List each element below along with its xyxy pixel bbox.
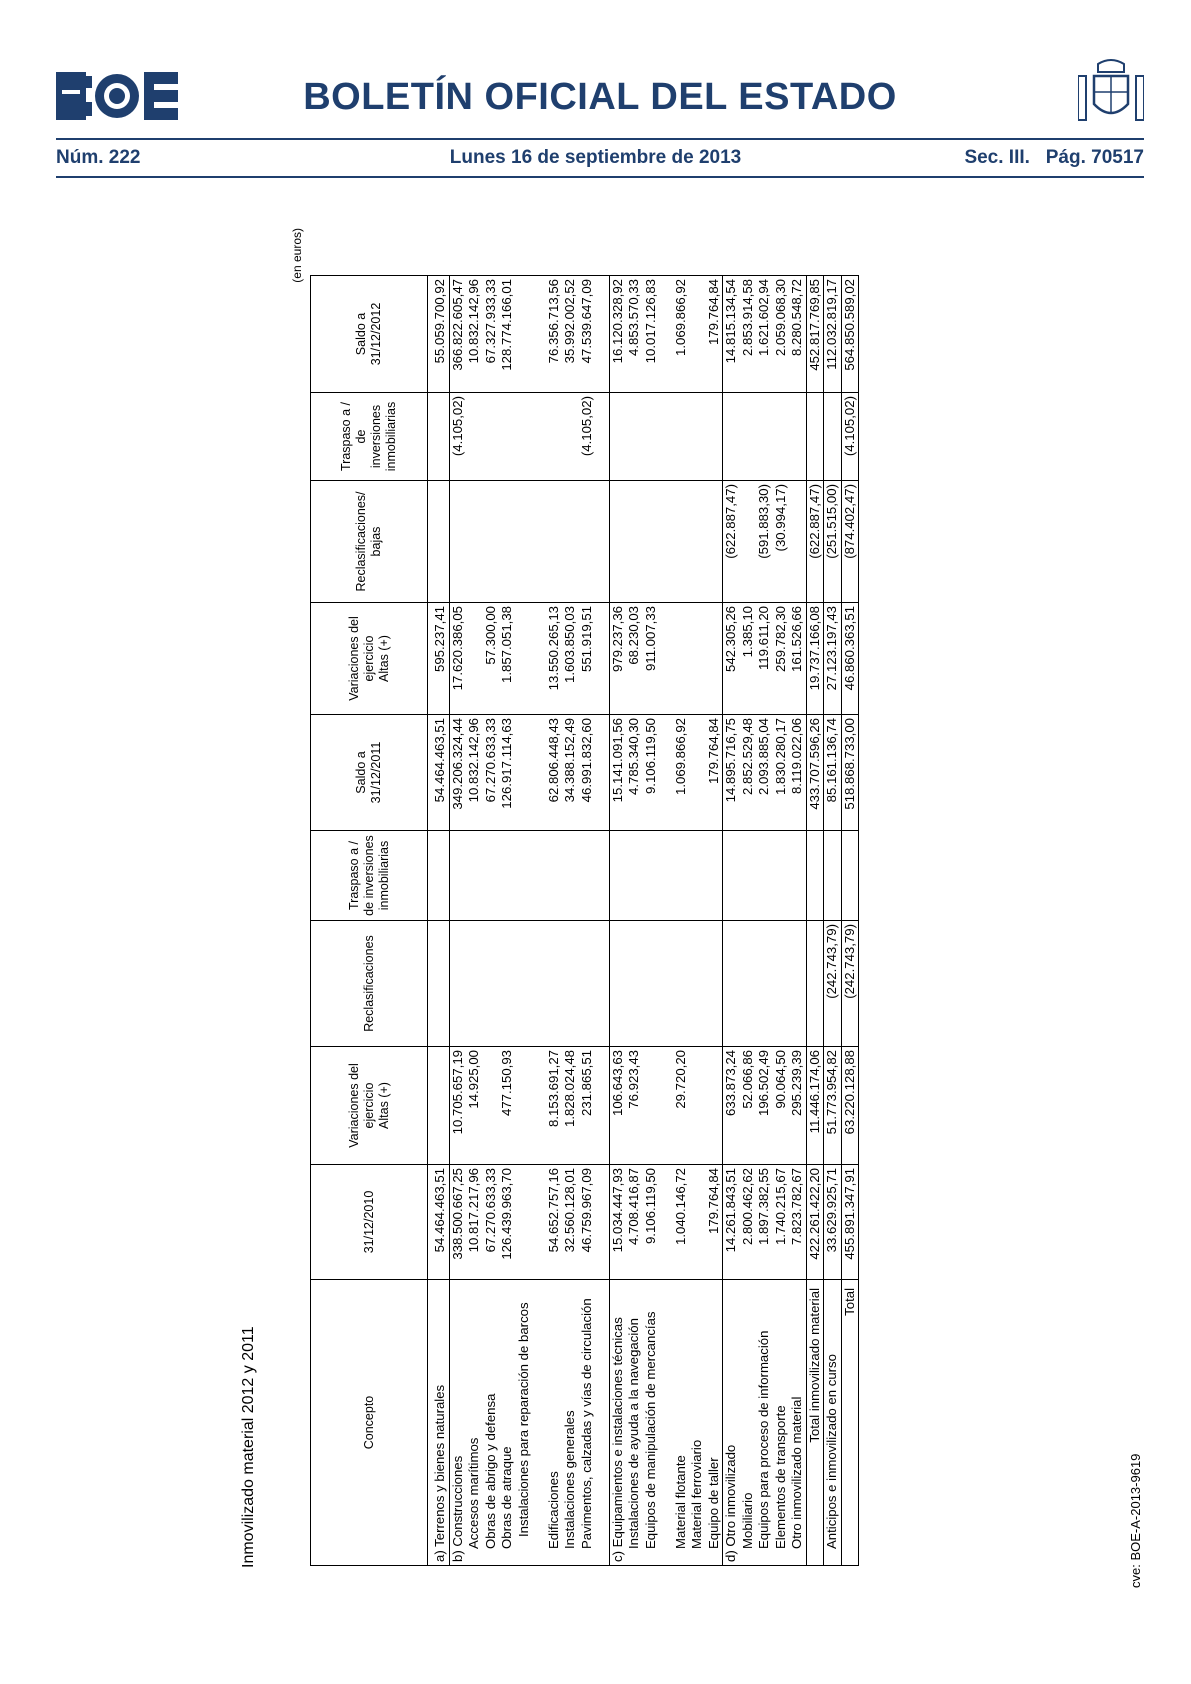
table-cell: 11.446.174,06	[806, 1047, 824, 1165]
table-cell	[689, 481, 706, 603]
table-cell: (874.402,47)	[841, 481, 859, 603]
table-cell: 10.017.126,83	[643, 276, 673, 393]
table-cell	[689, 831, 706, 921]
table-cell	[756, 831, 773, 921]
table-cell: 46.860.363,51	[841, 603, 859, 715]
column-header: Reclasificaciones/ bajas	[311, 481, 428, 603]
table-cell	[626, 481, 643, 603]
table-cell: 911.007,33	[643, 603, 673, 715]
row-label: Obras de abrigo y defensa	[483, 1280, 500, 1566]
table-cell	[789, 921, 806, 1047]
table-cell: 10.705.657,19	[449, 1047, 466, 1165]
table-cell: (622.887,47)	[723, 481, 740, 603]
cve-code: cve: BOE-A-2013-9619	[1128, 1453, 1143, 1588]
table-cell: 51.773.954,82	[824, 1047, 842, 1165]
table-row	[516, 276, 546, 1566]
unit-label: (en euros)	[290, 228, 304, 283]
table-cell	[516, 276, 546, 393]
table-cell	[499, 481, 516, 603]
table-cell	[516, 921, 546, 1047]
table-cell: 32.560.128,01	[562, 1165, 579, 1280]
table-cell	[499, 831, 516, 921]
table-row	[806, 276, 824, 1566]
table-cell: 46.991.832,60	[579, 715, 610, 831]
table-cell: 179.764,84	[706, 715, 723, 831]
row-label: Material flotante	[673, 1280, 690, 1566]
table-cell: 55.059.700,92	[428, 276, 450, 393]
table-cell: 67.327.933,33	[483, 276, 500, 393]
table-cell: 2.093.885,04	[756, 715, 773, 831]
column-header: Variaciones del ejercicio Altas (+)	[311, 603, 428, 715]
table-cell: 1.603.850,03	[562, 603, 579, 715]
table-cell: 76.356.713,56	[546, 276, 563, 393]
table-cell	[789, 481, 806, 603]
table-cell: 2.852.529,48	[740, 715, 757, 831]
table-cell	[466, 603, 483, 715]
table-cell	[740, 481, 757, 603]
table-cell	[773, 831, 790, 921]
row-label: Elementos de transporte	[773, 1280, 790, 1566]
table-cell: 1.830.280,17	[773, 715, 790, 831]
table-cell: 422.261.422,20	[806, 1165, 824, 1280]
table-cell	[609, 921, 626, 1047]
table-cell: 14.925,00	[466, 1047, 483, 1165]
table-cell: 126.917.114,63	[499, 715, 516, 831]
section-page: Sec. III. Pág. 70517	[964, 147, 1144, 168]
table-cell	[689, 393, 706, 481]
table-cell	[643, 1047, 673, 1165]
table-cell: 8.280.548,72	[789, 276, 806, 393]
table-cell: (242.743,79)	[841, 921, 859, 1047]
row-label: d) Otro inmovilizado	[723, 1280, 740, 1566]
table-cell	[824, 393, 842, 481]
row-label: Instalaciones generales	[562, 1280, 579, 1566]
table-cell: 8.119.022,06	[789, 715, 806, 831]
table-cell	[483, 1047, 500, 1165]
table-cell	[673, 393, 690, 481]
table-cell: 15.034.447,93	[609, 1165, 626, 1280]
table-cell	[626, 921, 643, 1047]
table-cell	[740, 921, 757, 1047]
table-cell	[609, 393, 626, 481]
table-cell: 2.059.068,30	[773, 276, 790, 393]
table-cell: 477.150,93	[499, 1047, 516, 1165]
table-cell	[428, 921, 450, 1047]
table-row	[723, 276, 740, 1566]
table-cell: 179.764,84	[706, 276, 723, 393]
row-label: Equipo de taller	[706, 1280, 723, 1566]
table-row	[756, 276, 773, 1566]
table-cell	[789, 393, 806, 481]
table-cell: 34.388.152,49	[562, 715, 579, 831]
table-cell: 128.774.166,01	[499, 276, 516, 393]
column-header: Concepto	[311, 1280, 428, 1566]
table-cell	[466, 921, 483, 1047]
row-label: a) Terrenos y bienes naturales	[428, 1280, 450, 1566]
table-cell	[626, 393, 643, 481]
table-cell: 366.822.605,47	[449, 276, 466, 393]
boe-logo-icon	[56, 72, 178, 120]
table-row	[546, 276, 563, 1566]
table-cell	[499, 393, 516, 481]
table-row	[673, 276, 690, 1566]
table-row	[706, 276, 723, 1566]
table-cell: 8.153.691,27	[546, 1047, 563, 1165]
table-row	[449, 276, 466, 1566]
table-cell: 518.868.733,00	[841, 715, 859, 831]
table-cell	[483, 393, 500, 481]
table-row	[499, 276, 516, 1566]
table-cell	[789, 831, 806, 921]
issue-number: Núm. 222	[56, 147, 141, 168]
table-cell: 68.230,03	[626, 603, 643, 715]
table-cell: 338.500.667,25	[449, 1165, 466, 1280]
table-cell: 35.992.002,52	[562, 276, 579, 393]
table-cell: 54.464.463,51	[428, 1165, 450, 1280]
table-cell	[706, 831, 723, 921]
table-cell	[483, 481, 500, 603]
table-cell	[579, 921, 610, 1047]
table-cell	[428, 481, 450, 603]
table-cell: 349.206.324,44	[449, 715, 466, 831]
table-cell: 196.502,49	[756, 1047, 773, 1165]
table-cell: 455.891.347,91	[841, 1165, 859, 1280]
table-cell: 119.611,20	[756, 603, 773, 715]
table-cell	[689, 276, 706, 393]
table-cell	[806, 393, 824, 481]
asset-table	[310, 275, 859, 1566]
table-cell	[449, 831, 466, 921]
table-cell: 452.817.769,85	[806, 276, 824, 393]
table-row	[562, 276, 579, 1566]
table-row	[643, 276, 673, 1566]
table-cell	[673, 603, 690, 715]
table-cell	[516, 715, 546, 831]
table-cell	[689, 603, 706, 715]
issue-date: Lunes 16 de septiembre de 2013	[449, 147, 742, 168]
table-cell	[740, 831, 757, 921]
table-cell	[689, 715, 706, 831]
table-row	[740, 276, 757, 1566]
row-label: Accesos marítimos	[466, 1280, 483, 1566]
table-cell: 63.220.128,88	[841, 1047, 859, 1165]
table-cell	[806, 831, 824, 921]
table-cell: 9.106.119,50	[643, 1165, 673, 1280]
table-cell	[773, 393, 790, 481]
row-label: Mobiliario	[740, 1280, 757, 1566]
table-cell	[579, 481, 610, 603]
table-cell: 112.032.819,17	[824, 276, 842, 393]
table-cell: 90.064,50	[773, 1047, 790, 1165]
table-cell	[516, 1047, 546, 1165]
table-cell: 85.161.136,74	[824, 715, 842, 831]
table-cell	[449, 481, 466, 603]
table-cell: (591.883,30)	[756, 481, 773, 603]
table-caption: Inmovilizado material 2012 y 2011	[240, 1326, 257, 1568]
table-cell	[609, 481, 626, 603]
table-cell	[673, 831, 690, 921]
table-cell: 10.817.217,96	[466, 1165, 483, 1280]
table-cell	[756, 921, 773, 1047]
table-cell	[626, 831, 643, 921]
column-header: Traspaso a / de inversiones inmobiliarias	[311, 831, 428, 921]
header-rule-bottom	[56, 176, 1144, 178]
table-cell: 67.270.633,33	[483, 715, 500, 831]
table-cell: 979.237,36	[609, 603, 626, 715]
table-cell: 1.385,10	[740, 603, 757, 715]
table-cell	[723, 921, 740, 1047]
table-cell: 106.643,63	[609, 1047, 626, 1165]
table-cell: 19.737.166,08	[806, 603, 824, 715]
table-cell	[546, 921, 563, 1047]
table-cell: 13.550.265,13	[546, 603, 563, 715]
table-header-row	[311, 276, 428, 1566]
table-cell: 161.526,66	[789, 603, 806, 715]
table-cell	[516, 1165, 546, 1280]
row-label: Total inmovilizado material	[806, 1280, 824, 1566]
coat-of-arms-icon	[1078, 58, 1144, 126]
table-row	[483, 276, 500, 1566]
table-row	[428, 276, 450, 1566]
table-cell: 54.464.463,51	[428, 715, 450, 831]
table-cell	[483, 831, 500, 921]
table-cell	[546, 481, 563, 603]
table-cell	[673, 921, 690, 1047]
table-cell: 57.300,00	[483, 603, 500, 715]
table-row	[841, 276, 859, 1566]
table-row	[773, 276, 790, 1566]
table-cell: 2.800.462,62	[740, 1165, 757, 1280]
table-row	[789, 276, 806, 1566]
table-cell	[483, 921, 500, 1047]
table-cell: 4.785.340,30	[626, 715, 643, 831]
table-cell	[643, 481, 673, 603]
row-label: Anticipos e inmovilizado en curso	[824, 1280, 842, 1566]
table-row	[626, 276, 643, 1566]
table-cell	[466, 831, 483, 921]
table-cell: 2.853.914,58	[740, 276, 757, 393]
table-cell	[643, 921, 673, 1047]
table-cell: 17.620.386,05	[449, 603, 466, 715]
table-cell	[673, 481, 690, 603]
column-header: Reclasificaciones	[311, 921, 428, 1047]
table-cell	[643, 393, 673, 481]
table-cell: 27.123.197,43	[824, 603, 842, 715]
row-label: Otro inmovilizado material	[789, 1280, 806, 1566]
table-cell	[466, 393, 483, 481]
table-cell: 433.707.596,26	[806, 715, 824, 831]
table-cell: 1.897.382,55	[756, 1165, 773, 1280]
table-cell	[706, 603, 723, 715]
table-cell: 76.923,43	[626, 1047, 643, 1165]
table-row	[609, 276, 626, 1566]
table-cell	[723, 831, 740, 921]
table-cell	[562, 481, 579, 603]
table-body	[428, 276, 859, 1566]
row-label: Equipos para proceso de información	[756, 1280, 773, 1566]
table-row	[689, 276, 706, 1566]
table-cell	[773, 921, 790, 1047]
column-header: Saldo a 31/12/2011	[311, 715, 428, 831]
page-header	[0, 0, 1191, 180]
table-cell: 29.720,20	[673, 1047, 690, 1165]
table-cell: 67.270.633,33	[483, 1165, 500, 1280]
table-cell: 259.782,30	[773, 603, 790, 715]
table-cell: 1.857.051,38	[499, 603, 516, 715]
table-cell: 1.828.024,48	[562, 1047, 579, 1165]
column-header: Traspaso a / de inversiones inmobiliarias	[311, 393, 428, 481]
table-cell	[516, 393, 546, 481]
table-cell	[516, 603, 546, 715]
table-cell	[428, 393, 450, 481]
table-cell	[706, 1047, 723, 1165]
row-label: b) Construcciones	[449, 1280, 466, 1566]
table-cell: 14.261.843,51	[723, 1165, 740, 1280]
table-cell	[689, 921, 706, 1047]
column-header: Variaciones del ejercicio Altas (+)	[311, 1047, 428, 1165]
table-cell: 564.850.589,02	[841, 276, 859, 393]
row-label: Equipos de manipulación de mercancías	[643, 1280, 673, 1566]
row-label: Pavimentos, calzadas y vías de circulación	[579, 1280, 610, 1566]
table-cell	[643, 831, 673, 921]
table-row	[466, 276, 483, 1566]
table-cell	[562, 921, 579, 1047]
table-cell: 46.759.967,09	[579, 1165, 610, 1280]
table-cell: 7.823.782,67	[789, 1165, 806, 1280]
table-cell	[428, 1047, 450, 1165]
table-cell	[562, 831, 579, 921]
table-cell: (4.105,02)	[841, 393, 859, 481]
table-cell: 4.708.416,87	[626, 1165, 643, 1280]
table-cell: 1.040.146,72	[673, 1165, 690, 1280]
table-cell	[806, 921, 824, 1047]
row-label: Material ferroviario	[689, 1280, 706, 1566]
table-cell	[428, 831, 450, 921]
table-cell: 1.621.602,94	[756, 276, 773, 393]
header-rule-top	[56, 138, 1144, 140]
table-cell: 52.066,86	[740, 1047, 757, 1165]
table-cell: 595.237,41	[428, 603, 450, 715]
table-cell	[706, 393, 723, 481]
table-cell	[499, 921, 516, 1047]
table-cell: 633.873,24	[723, 1047, 740, 1165]
table-cell: 14.815.134,54	[723, 276, 740, 393]
table-cell: 10.832.142,96	[466, 715, 483, 831]
table-cell: 295.239,39	[789, 1047, 806, 1165]
table-cell: 9.106.119,50	[643, 715, 673, 831]
table-cell: 231.865,51	[579, 1047, 610, 1165]
table-cell	[546, 393, 563, 481]
table-cell: 47.539.647,09	[579, 276, 610, 393]
column-header: Saldo a 31/12/2012	[311, 276, 428, 393]
table-cell	[824, 831, 842, 921]
table-cell	[562, 393, 579, 481]
table-cell: (4.105,02)	[579, 393, 610, 481]
rotated-content	[240, 228, 960, 1568]
table-cell: 179.764,84	[706, 1165, 723, 1280]
table-cell: 542.305,26	[723, 603, 740, 715]
table-cell	[609, 831, 626, 921]
table-cell	[689, 1047, 706, 1165]
table-cell	[841, 831, 859, 921]
row-label: Total	[841, 1280, 859, 1566]
table-row	[824, 276, 842, 1566]
table-cell: 1.069.866,92	[673, 276, 690, 393]
table-cell: (4.105,02)	[449, 393, 466, 481]
column-header: 31/12/2010	[311, 1165, 428, 1280]
table-cell	[516, 481, 546, 603]
table-cell: 126.439.963,70	[499, 1165, 516, 1280]
row-label: Instalaciones de ayuda a la navegación	[626, 1280, 643, 1566]
table-cell: 551.919,51	[579, 603, 610, 715]
table-cell: 15.141.091,56	[609, 715, 626, 831]
table-cell: 1.740.215,67	[773, 1165, 790, 1280]
table-cell: (30.994,17)	[773, 481, 790, 603]
table-cell	[689, 1165, 706, 1280]
page-title: BOLETÍN OFICIAL DEL ESTADO	[303, 76, 897, 118]
row-label: Edificaciones	[546, 1280, 563, 1566]
table-cell	[740, 393, 757, 481]
table-cell	[706, 921, 723, 1047]
table-cell	[449, 921, 466, 1047]
row-label: c) Equipamientos e instalaciones técnicas	[609, 1280, 626, 1566]
table-cell: 14.895.716,75	[723, 715, 740, 831]
table-row	[579, 276, 610, 1566]
table-cell	[546, 831, 563, 921]
row-label: Instalaciones para reparación de barcos	[516, 1280, 546, 1566]
row-label: Obras de atraque	[499, 1280, 516, 1566]
table-cell: (251.515,00)	[824, 481, 842, 603]
table-cell: 62.806.448,43	[546, 715, 563, 831]
table-cell: 16.120.328,92	[609, 276, 626, 393]
table-cell	[466, 481, 483, 603]
table-cell: (622.887,47)	[806, 481, 824, 603]
table-cell: 54.652.757,16	[546, 1165, 563, 1280]
table-cell	[706, 481, 723, 603]
table-cell	[579, 831, 610, 921]
table-cell	[516, 831, 546, 921]
table-cell: (242.743,79)	[824, 921, 842, 1047]
table-cell	[756, 393, 773, 481]
table-cell: 4.853.570,33	[626, 276, 643, 393]
table-cell: 1.069.866,92	[673, 715, 690, 831]
table-cell	[723, 393, 740, 481]
table-cell: 10.832.142,96	[466, 276, 483, 393]
table-cell: 33.629.925,71	[824, 1165, 842, 1280]
